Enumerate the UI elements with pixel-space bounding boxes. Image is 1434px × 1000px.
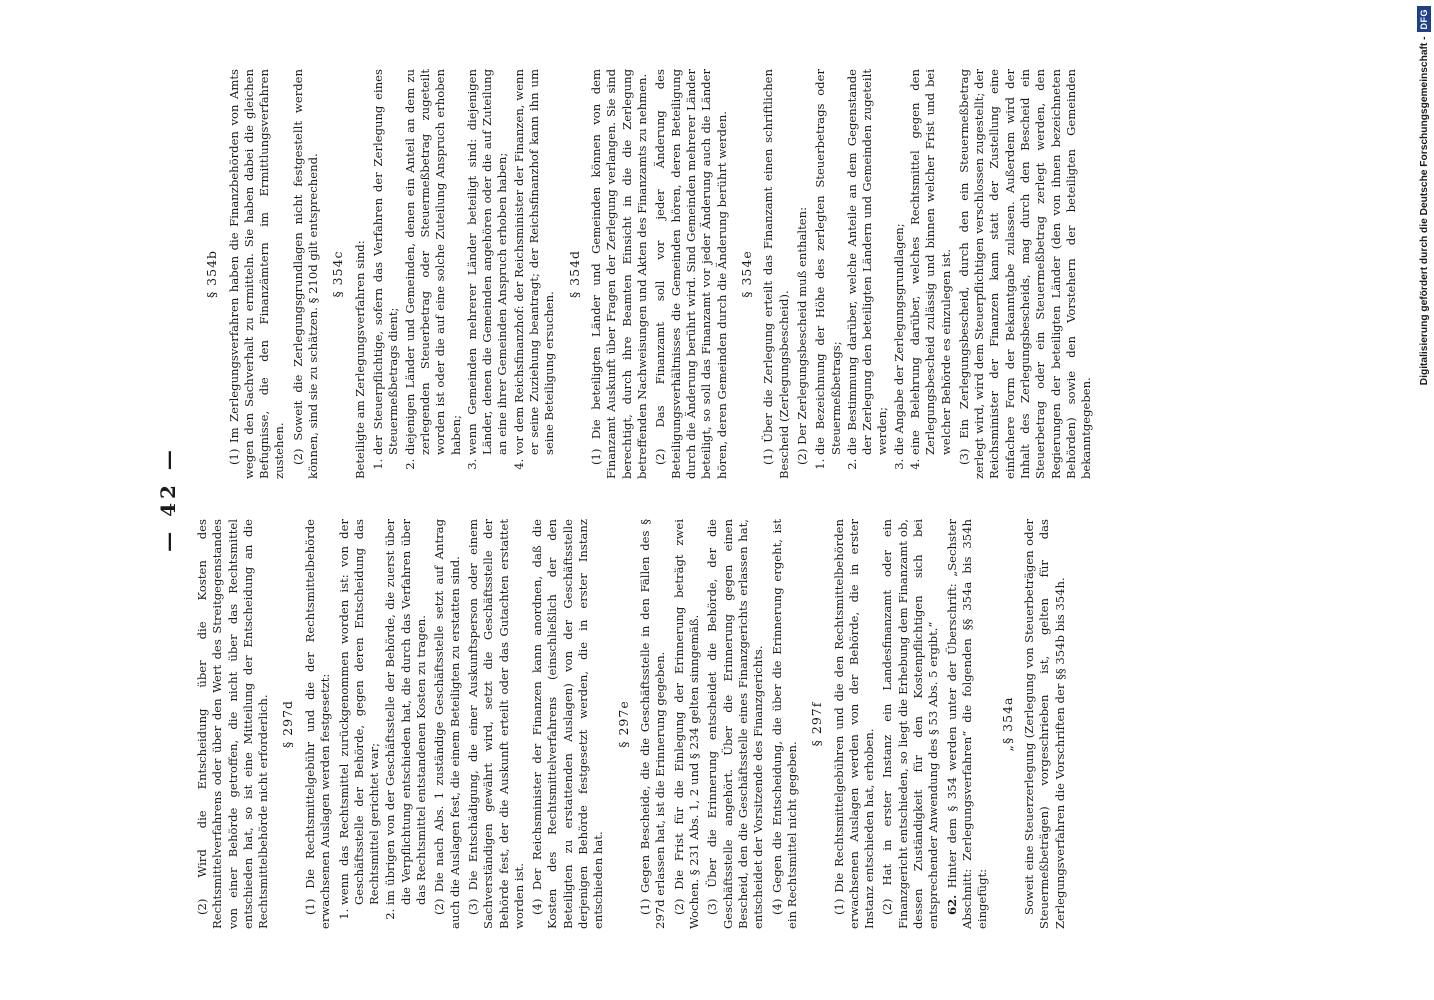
paragraph-297d-1: (1) Die Rechtsmittelgebühr und die der Rechtsmittelbehörde erwachsenen Auslagen werden festgesetzt: — [302, 519, 333, 929]
left-column — [195, 519, 1071, 929]
list-354c — [371, 69, 558, 479]
paragraph-354d-1: (1) Die beteiligten Länder und Gemeinden können von dem Finanzamt Auskunft über Fragen der Zerlegung verlangen. Sie sind berechtigt, durch ihre Beamten Einsicht in die die Zerlegung betreffenden Nachweisungen und Akten des Finanzamts zu nehmen. — [589, 69, 650, 479]
section-heading-354d: § 354d — [566, 249, 582, 299]
paragraph-354a: Soweit eine Steuerzerlegung (Zerlegung von Steuerbeträgen oder Steuermeßbeträgen) vorgeschrieben ist, gelten für das Zerlegungsverfahren die Vorschriften der §§ 354b bis 354h. — [1022, 519, 1067, 929]
section-heading-297d: § 297d — [280, 699, 296, 749]
paragraph-354c-intro: Beteiligte am Zerlegungsverfahren sind: — [352, 240, 367, 479]
paragraph-354e-2: (2) Der Zerlegungsbescheid muß enthalten: — [794, 207, 809, 465]
list-item: 4. vor dem Reichsfinanzhof: der Reichsminister der Finanzen, wenn er seine Zuziehung beantragt; der Reichsfinanzhof kann ihn um seine Beteiligung ersuchen. — [512, 69, 558, 455]
paragraph-297c-2: (2) Wird die Entscheidung über die Kosten des Rechtsmittelverfahrens oder über den Wert des Streitgegenstandes von einer Behörde getroffen, die nicht über das Rechtsmittel entschieden hat, so ist eine Mitteilung der Entscheidung an die Rechtsmittelbehörde nicht erforderlich. — [195, 519, 271, 929]
list-297d — [337, 519, 430, 929]
paragraph-297d-3: (3) Die Entschädigung, die einer Auskunftsperson oder einem Sachverständigen gewährt wird, setzt die Geschäftsstelle der Behörde fest, der die Auskunft erteilt oder das Gutachten erstattet worden ist. — [465, 519, 526, 929]
list-item: 1. die Bezeichnung der Höhe des zerlegten Steuerbetrags oder Steuermeßbetrags; — [813, 69, 844, 455]
paragraph-354d-2: (2) Das Finanzamt soll vor jeder Änderung des Beteiligungsverhältnisses die Gemeinden hören, deren Beteiligung durch die Änderung berührt wird. Sind Gemeinden mehrerer Länder beteiligt, so soll das Finanzamt vor jeder Änderung auch die Länder hören, deren Gemeinden durch die Änderung berührt werden. — [653, 69, 729, 479]
dfg-logo-icon: DFG — [1417, 6, 1431, 33]
section-heading-297e: § 297e — [615, 700, 631, 748]
paragraph-297e-4: (4) Gegen die Entscheidung, die über die Erinnerung ergeht, ist ein Rechtsmittel nicht gegeben. — [769, 519, 799, 929]
list-item: 2. diejenigen Länder und Gemeinden, denen ein Anteil an dem zu zerlegenden Steuerbetrag oder Steuermeßbetrag zugeteilt worden ist oder die auf eine solche Zuteilung Anspruch erhoben haben; — [403, 69, 464, 455]
list-item: 1. wenn das Rechtsmittel zurückgenommen worden ist: von der Geschäftsstelle der Behörde, gegen deren Entscheidung das Rechtsmittel gerichtet war; — [337, 519, 383, 905]
list-item: 2. im übrigen von der Geschäftsstelle der Behörde, die zuerst über die Verpflichtung entschieden hat, die durch das Verfahren über das Rechtsmittel entstandenen Kosten zu tragen. — [383, 519, 429, 905]
right-column — [195, 69, 1098, 479]
page-number: — 42 — — [156, 446, 180, 552]
digitization-text: Digitalisierung gefördert durch die Deutsche Forschungsgemeinschaft - — [1418, 36, 1430, 386]
list-354e — [813, 69, 954, 479]
article-number: 62. — [944, 894, 959, 915]
section-heading-354c: § 354c — [330, 250, 346, 298]
paragraph-354b-2: (2) Soweit die Zerlegungsgrundlagen nicht festgestellt werden können, sind sie zu schätzen. § 210d gilt entsprechend. — [290, 69, 320, 479]
paragraph-354e-1: (1) Über die Zerlegung erteilt das Finanzamt einen schriftlichen Bescheid (Zerlegungsbescheid). — [761, 69, 791, 479]
paragraph-297e-1: (1) Gegen Bescheide, die die Geschäftsstelle in den Fällen des § 297d erlassen hat, ist die Erinnerung gegeben. — [638, 519, 668, 929]
paragraph-297d-2: (2) Die nach Abs. 1 zuständige Geschäftsstelle setzt auf Antrag auch die Auslagen fest, die einem Beteiligten zu erstatten sind. — [432, 519, 462, 929]
section-heading-354e: § 354e — [738, 250, 754, 298]
list-item: 4. eine Belehrung darüber, welches Rechtsmittel gegen den Zerlegungsbescheid zulässig und binnen welcher Frist und bei welcher Behörde es einzulegen ist. — [908, 69, 954, 455]
digitization-note — [1414, 6, 1432, 566]
section-heading-297f: § 297f — [809, 701, 825, 747]
list-item: 2. die Bestimmung darüber, welche Anteile an dem Gegenstande der Zerlegung den beteiligten Ländern und Gemeinden zugeteilt werden; — [845, 69, 891, 455]
article-text: Hinter dem § 354 werden unter der Überschrift: „Sechster Abschnitt: Zerlegungsverfahren“ die folgenden §§ 354a bis 354h eingefügt: — [944, 518, 990, 929]
article-62 — [945, 519, 991, 929]
section-heading-354a: „§ 354a — [999, 696, 1015, 752]
paragraph-297e-3: (3) Über die Erinnerung entscheidet die Behörde, der die Geschäftsstelle angehört. Über die Erinnerung gegen einen Bescheid, den die Geschäftsstelle eines Finanzgerichts erlassen hat, entscheidet der Vorsitzende des Finanzgerichts. — [705, 519, 766, 929]
paragraph-297d-4: (4) Der Reichsminister der Finanzen kann anordnen, daß die Kosten des Rechtsmittelverfahrens (einschließlich der den Beteiligten zu erstattenden Auslagen) von der Geschäftsstelle derjenigen Behörde festgesetzt werden, die in erster Instanz entschieden hat. — [530, 519, 606, 929]
paragraph-297f-2: (2) Hat in erster Instanz ein Landesfinanzamt oder ein Finanzgericht entschieden, so liegt die Erhebung dem Finanzamt ob, dessen Zuständigkeit für den Kostenpflichtigen sich bei entsprechender Anwendung des § 53 Abs. 5 ergibt.“ — [880, 519, 941, 929]
paragraph-354b-1: (1) Im Zerlegungsverfahren haben die Finanzbehörden von Amts wegen den Sachverhalt zu ermitteln. Sie haben dabei die gleichen Befugnisse, die den Finanzämtern im Ermittlungsverfahren zustehen. — [226, 69, 287, 479]
section-heading-354b: § 354b — [204, 249, 219, 299]
document-page — [155, 69, 1305, 929]
paragraph-297f-1: (1) Die Rechtsmittelgebühren und die den Rechtsmittelbehörden erwachsenen Auslagen werden von der Behörde, die in erster Instanz entschieden hat, erhoben. — [831, 519, 877, 929]
list-item: 1. der Steuerpflichtige, sofern das Verfahren der Zerlegung eines Steuermeßbetrags dient; — [371, 69, 402, 455]
paragraph-297e-2: (2) Die Frist für die Einlegung der Erinnerung beträgt zwei Wochen. § 231 Abs. 1, 2 und § 234 gelten sinngemäß. — [671, 519, 702, 929]
paragraph-354e-3: (3) Ein Zerlegungsbescheid, durch den ein Steuermeßbetrag zerlegt wird, wird dem Steuerpflichtigen verschlossen zugestellt; der Reichsminister der Finanzen kann statt der Zustellung eine einfachere Form der Bekanntgabe zulassen. Außerdem wird der Inhalt des Zerlegungsbescheids, mag durch den Bescheid ein Steuerbetrag oder ein Steuermeßbetrag zerlegt werden, den Regierungen der beteiligten Länder (den von ihnen bezeichneten Behörden) sowie den Vorstehern der beteiligten Gemeinden bekanntgegeben. — [956, 69, 1094, 479]
list-item: 3. wenn Gemeinden mehrerer Länder beteiligt sind: diejenigen Länder, denen die Gemeinden angehören oder die auf Zuteilung an eine ihrer Gemeinden Anspruch erhoben haben; — [465, 69, 511, 455]
list-item: 3. die Angabe der Zerlegungsgrundlagen; — [892, 69, 907, 455]
